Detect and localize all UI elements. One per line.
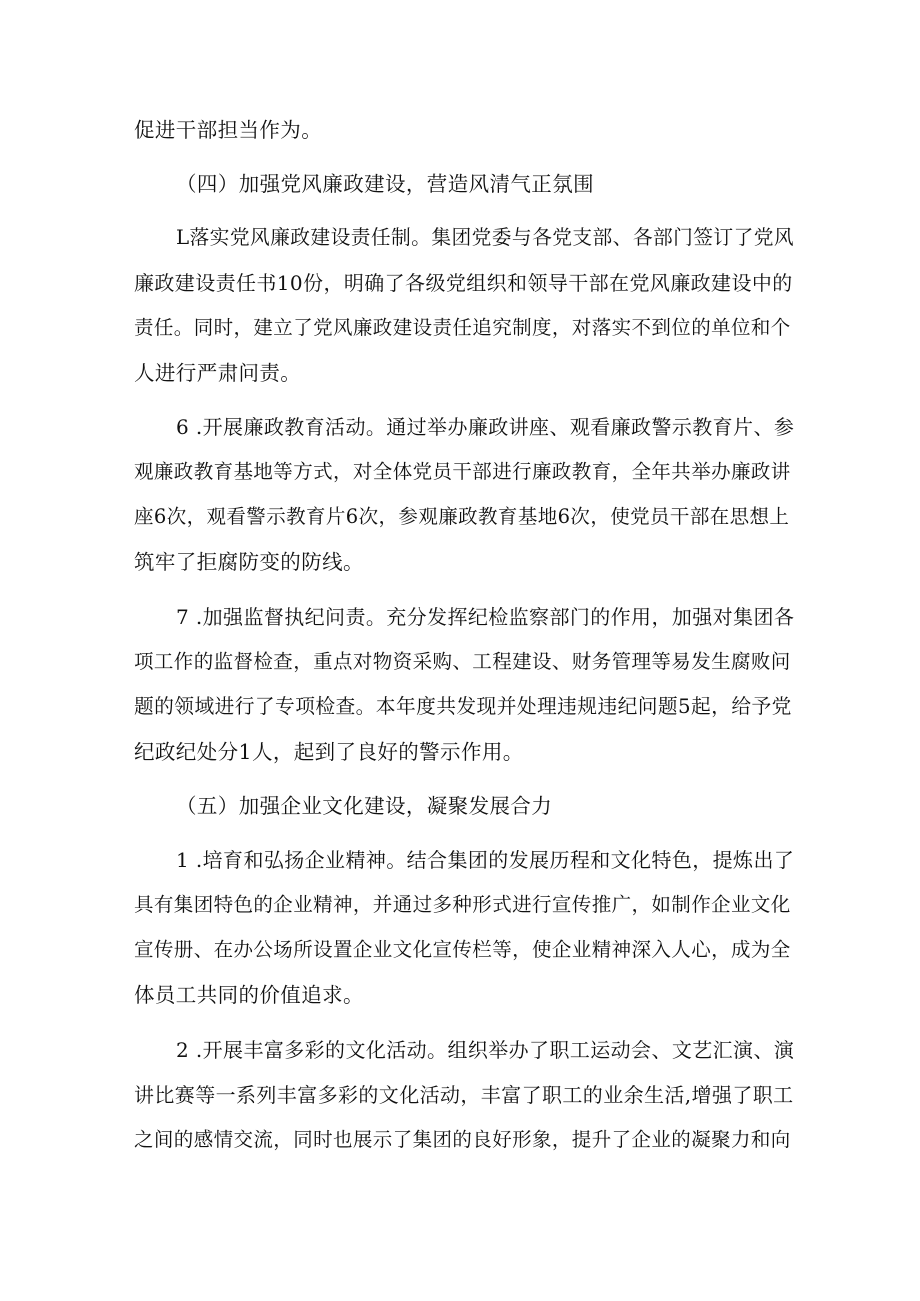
text-line: 7 .加强监督执纪问责。充分发挥纪检监察部门的作用，加强对集团各 — [176, 605, 795, 629]
text-line: 促进干部担当作为。 — [134, 118, 323, 142]
section-heading: （五）加强企业文化建设，凝聚发展合力 — [176, 794, 553, 818]
text-line: 纪政纪处分1人，起到了良好的警示作用。 — [134, 740, 524, 764]
text-line: 观廉政教育基地等方式，对全体党员干部进行廉政教育，全年共举办廉政讲 — [134, 460, 791, 483]
text-line: 廉政建设责任书10份，明确了各级党组织和领导干部在党风廉政建设中的 — [134, 271, 793, 295]
text-line: 1 .培育和弘扬企业精神。结合集团的发展历程和文化特色，提炼出了 — [176, 848, 795, 872]
text-line: 座6次，观看警示教育片6次，参观廉政教育基地6次，使党员干部在思想上 — [134, 505, 790, 528]
text-line: 具有集团特色的企业精神，并通过多种形式进行宣传推广，如制作企业文化 — [134, 893, 791, 916]
section-heading: （四）加强党风廉政建设，营造风清气正氛围 — [176, 172, 594, 196]
text-line: 筑牢了拒腐防变的防线。 — [134, 550, 364, 574]
text-line: 项工作的监督检查，重点对物资采购、工程建设、财务管理等易发生腐败问 — [134, 650, 791, 673]
text-line: 讲比赛等一系列丰富多彩的文化活动，丰富了职工的业余生活,增强了职工 — [134, 1083, 794, 1107]
text-line: 宣传册、在办公场所设置企业文化宣传栏等，使企业精神深入人心，成为全 — [134, 938, 791, 961]
text-line: 责任。同时，建立了党风廉政建设责任追究制度，对落实不到位的单位和个 — [134, 316, 791, 339]
text-line: 题的领域进行了专项检查。本年度共发现并处理违规违纪问题5起，给予党 — [134, 695, 792, 718]
text-line: 2 .开展丰富多彩的文化活动。组织举办了职工运动会、文艺汇演、演 — [176, 1038, 795, 1062]
text-line: 体员工共同的价值追求。 — [134, 983, 364, 1007]
text-line: 人进行严肃问责。 — [134, 361, 302, 385]
text-line: L落实党风廉政建设责任制。集团党委与各党支部、各部门签订了党风 — [176, 226, 795, 249]
text-line: 之间的感情交流，同时也展示了集团的良好形象，提升了企业的凝聚力和向 — [134, 1128, 791, 1151]
text-line: 6 .开展廉政教育活动。通过举办廉政讲座、观看廉政警示教育片、参 — [176, 415, 795, 439]
